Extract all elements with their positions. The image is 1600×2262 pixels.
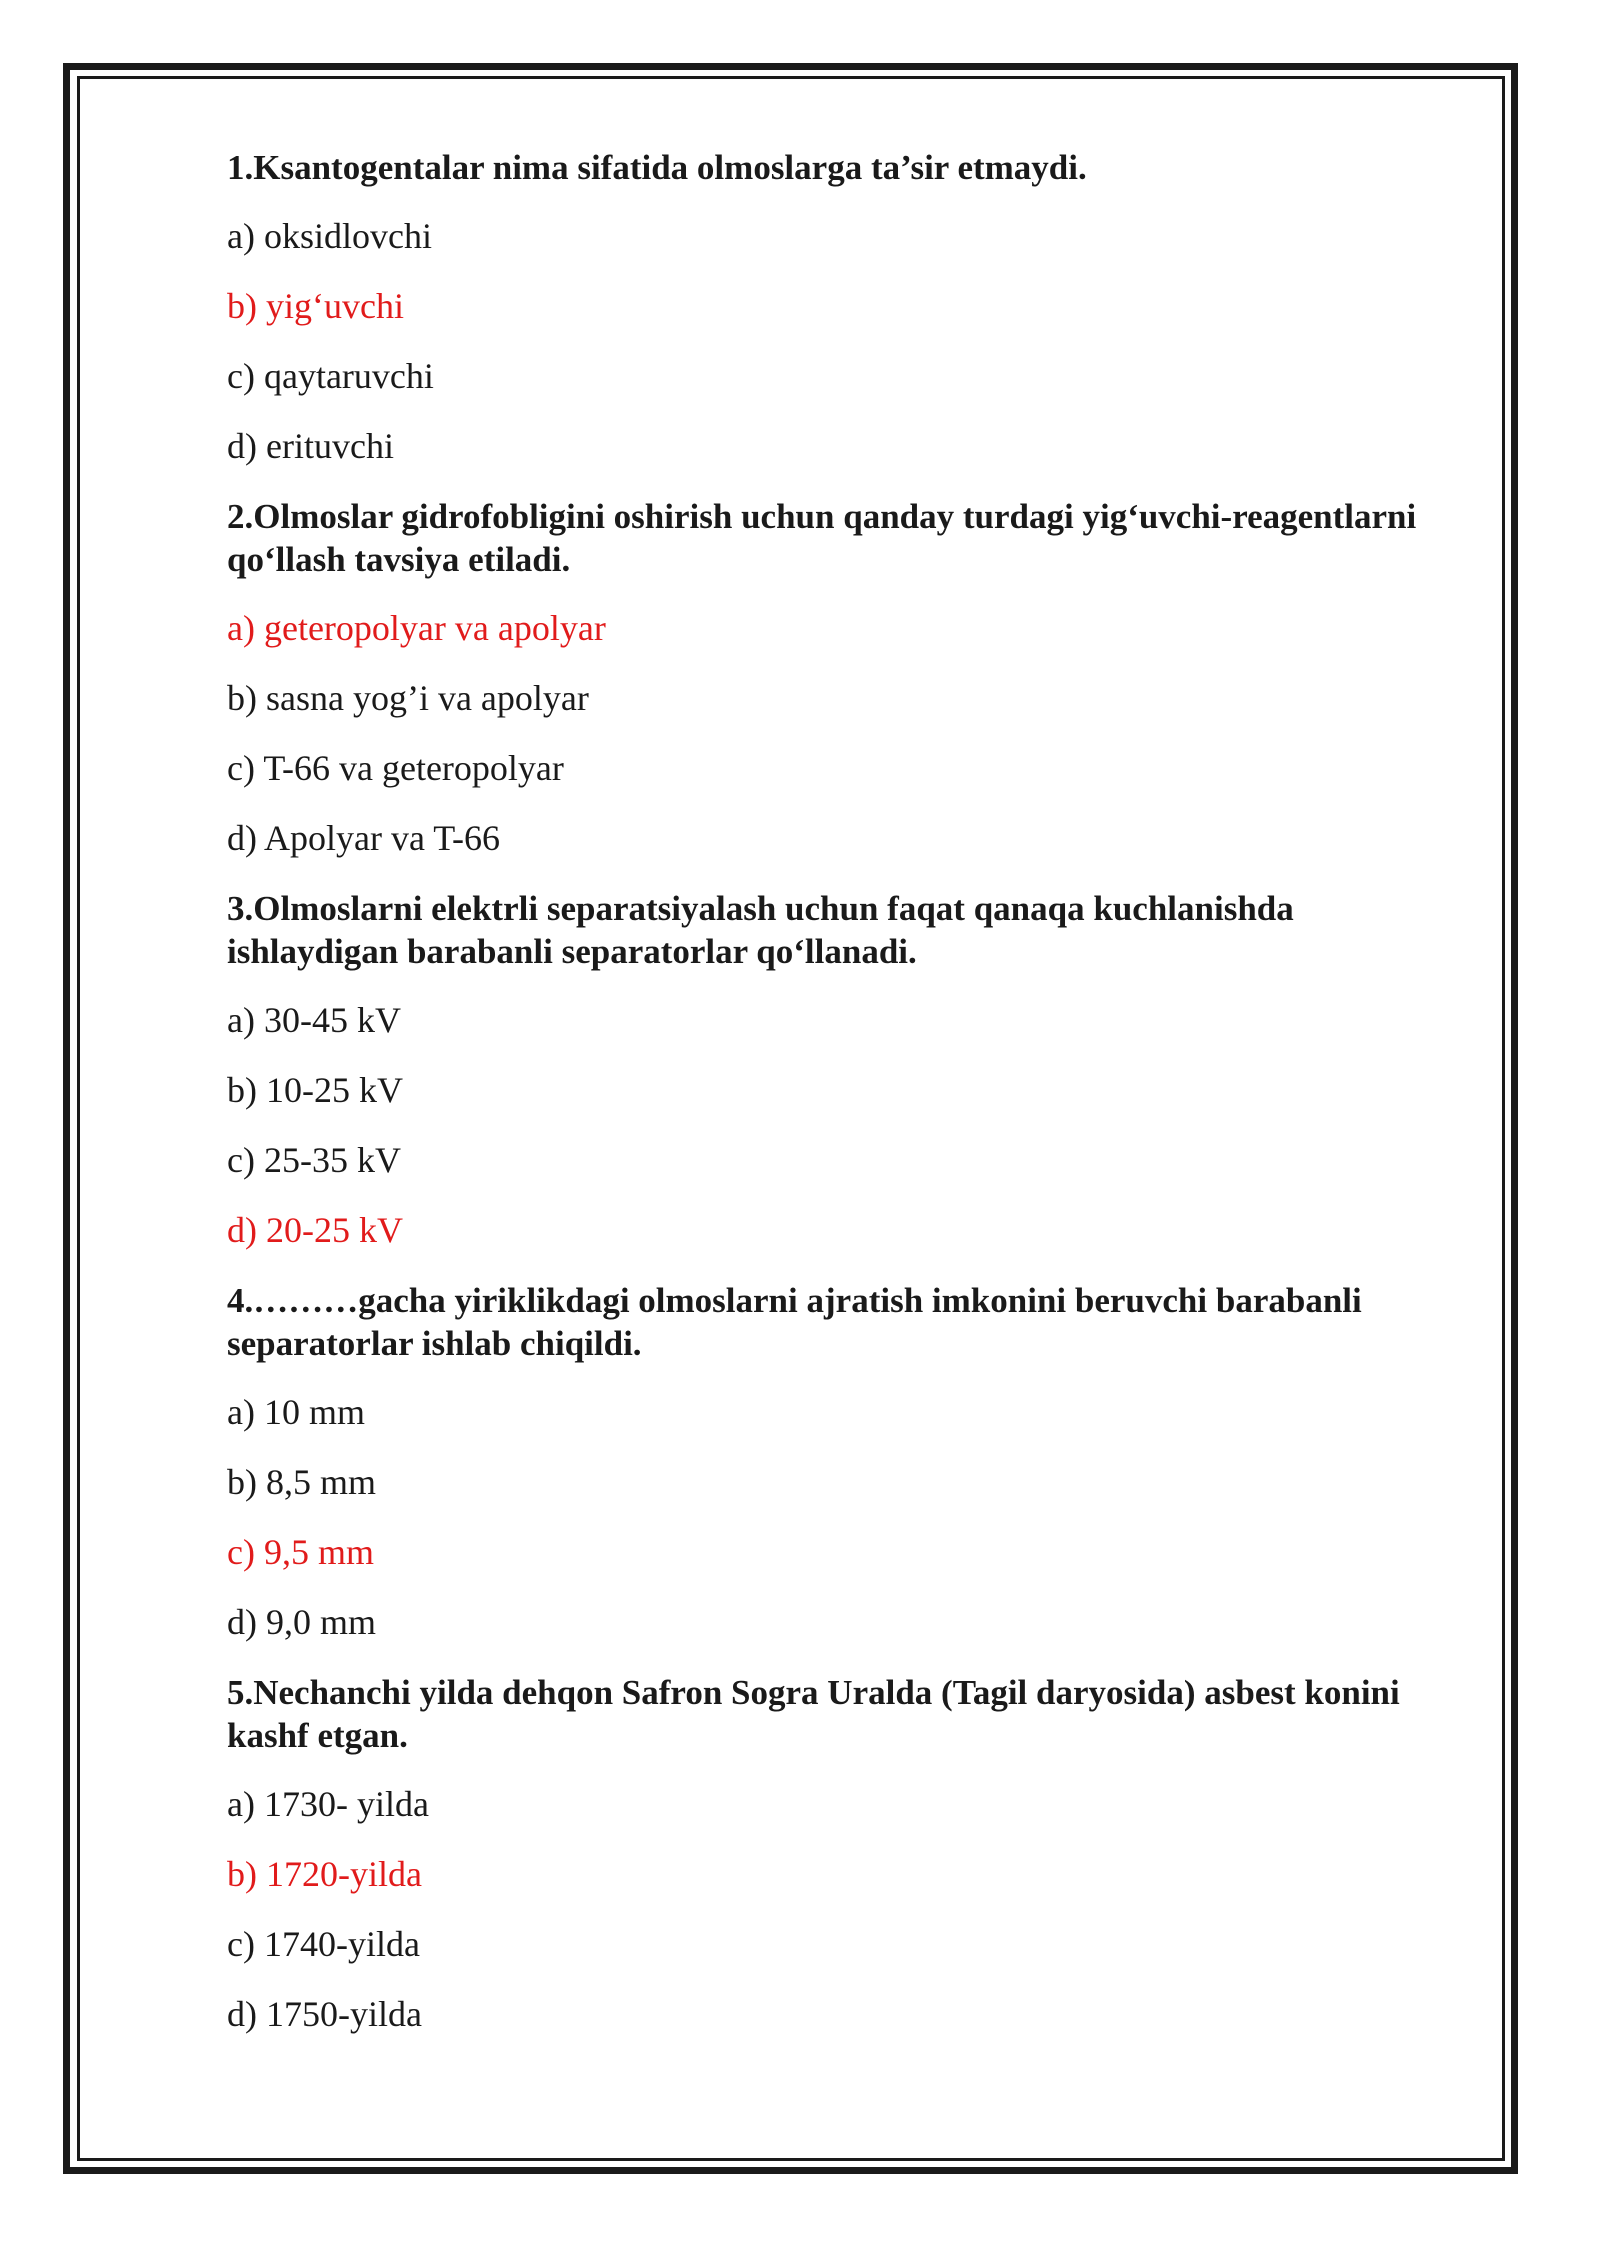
question-block-3 — [227, 887, 1467, 1252]
question-text: 3.Olmoslarni elektrli separatsiyalash uchun faqat qanaqa kuchlanishda ishlaydigan barabanli separatorlar qo‘llanadi. — [227, 889, 1294, 971]
question-text: 4.………gacha yiriklikdagi olmoslarni ajratish imkonini beruvchi barabanli separatorlar ishlab chiqildi. — [227, 1281, 1362, 1363]
answer-option-b-correct: b) 1720-yilda — [227, 1854, 422, 1894]
answer-option-d: d) 1750-yilda — [227, 1994, 422, 2034]
answer-option-c: c) 25-35 kV — [227, 1140, 401, 1180]
answer-option-a: a) 1730- yilda — [227, 1784, 429, 1824]
question-text: 2.Olmoslar gidrofobligini oshirish uchun qanday turdagi yig‘uvchi-reagentlarni qo‘llash tavsiya etiladi. — [227, 497, 1417, 579]
answer-option-d: d) Apolyar va T-66 — [227, 818, 500, 858]
answer-option-d: d) 9,0 mm — [227, 1602, 376, 1642]
answer-option-c: c) qaytaruvchi — [227, 356, 434, 396]
answer-option-b: b) sasna yog’i va apolyar — [227, 678, 589, 718]
answer-option-d: d) erituvchi — [227, 426, 394, 466]
answer-option-c-correct: c) 9,5 mm — [227, 1532, 374, 1572]
question-block-5 — [227, 1671, 1467, 2036]
answer-option-a: a) 10 mm — [227, 1392, 365, 1432]
answer-option-b: b) 8,5 mm — [227, 1462, 376, 1502]
quiz-content — [227, 146, 1467, 2063]
answer-option-a: a) 30-45 kV — [227, 1000, 401, 1040]
answer-option-a-correct: a) geteropolyar va apolyar — [227, 608, 606, 648]
question-block-1 — [227, 146, 1467, 468]
answer-option-c: c) 1740-yilda — [227, 1924, 420, 1964]
question-text: 1.Ksantogentalar nima sifatida olmoslarga ta’sir etmaydi. — [227, 148, 1087, 187]
question-block-2 — [227, 495, 1467, 860]
answer-option-b-correct: b) yig‘uvchi — [227, 286, 404, 326]
answer-option-b: b) 10-25 kV — [227, 1070, 403, 1110]
question-block-4 — [227, 1279, 1467, 1644]
answer-option-c: c) T-66 va geteropolyar — [227, 748, 564, 788]
answer-option-a: a) oksidlovchi — [227, 216, 432, 256]
question-text: 5.Nechanchi yilda dehqon Safron Sogra Uralda (Tagil daryosida) asbest konini kashf etgan. — [227, 1673, 1400, 1755]
answer-option-d-correct: d) 20-25 kV — [227, 1210, 403, 1250]
